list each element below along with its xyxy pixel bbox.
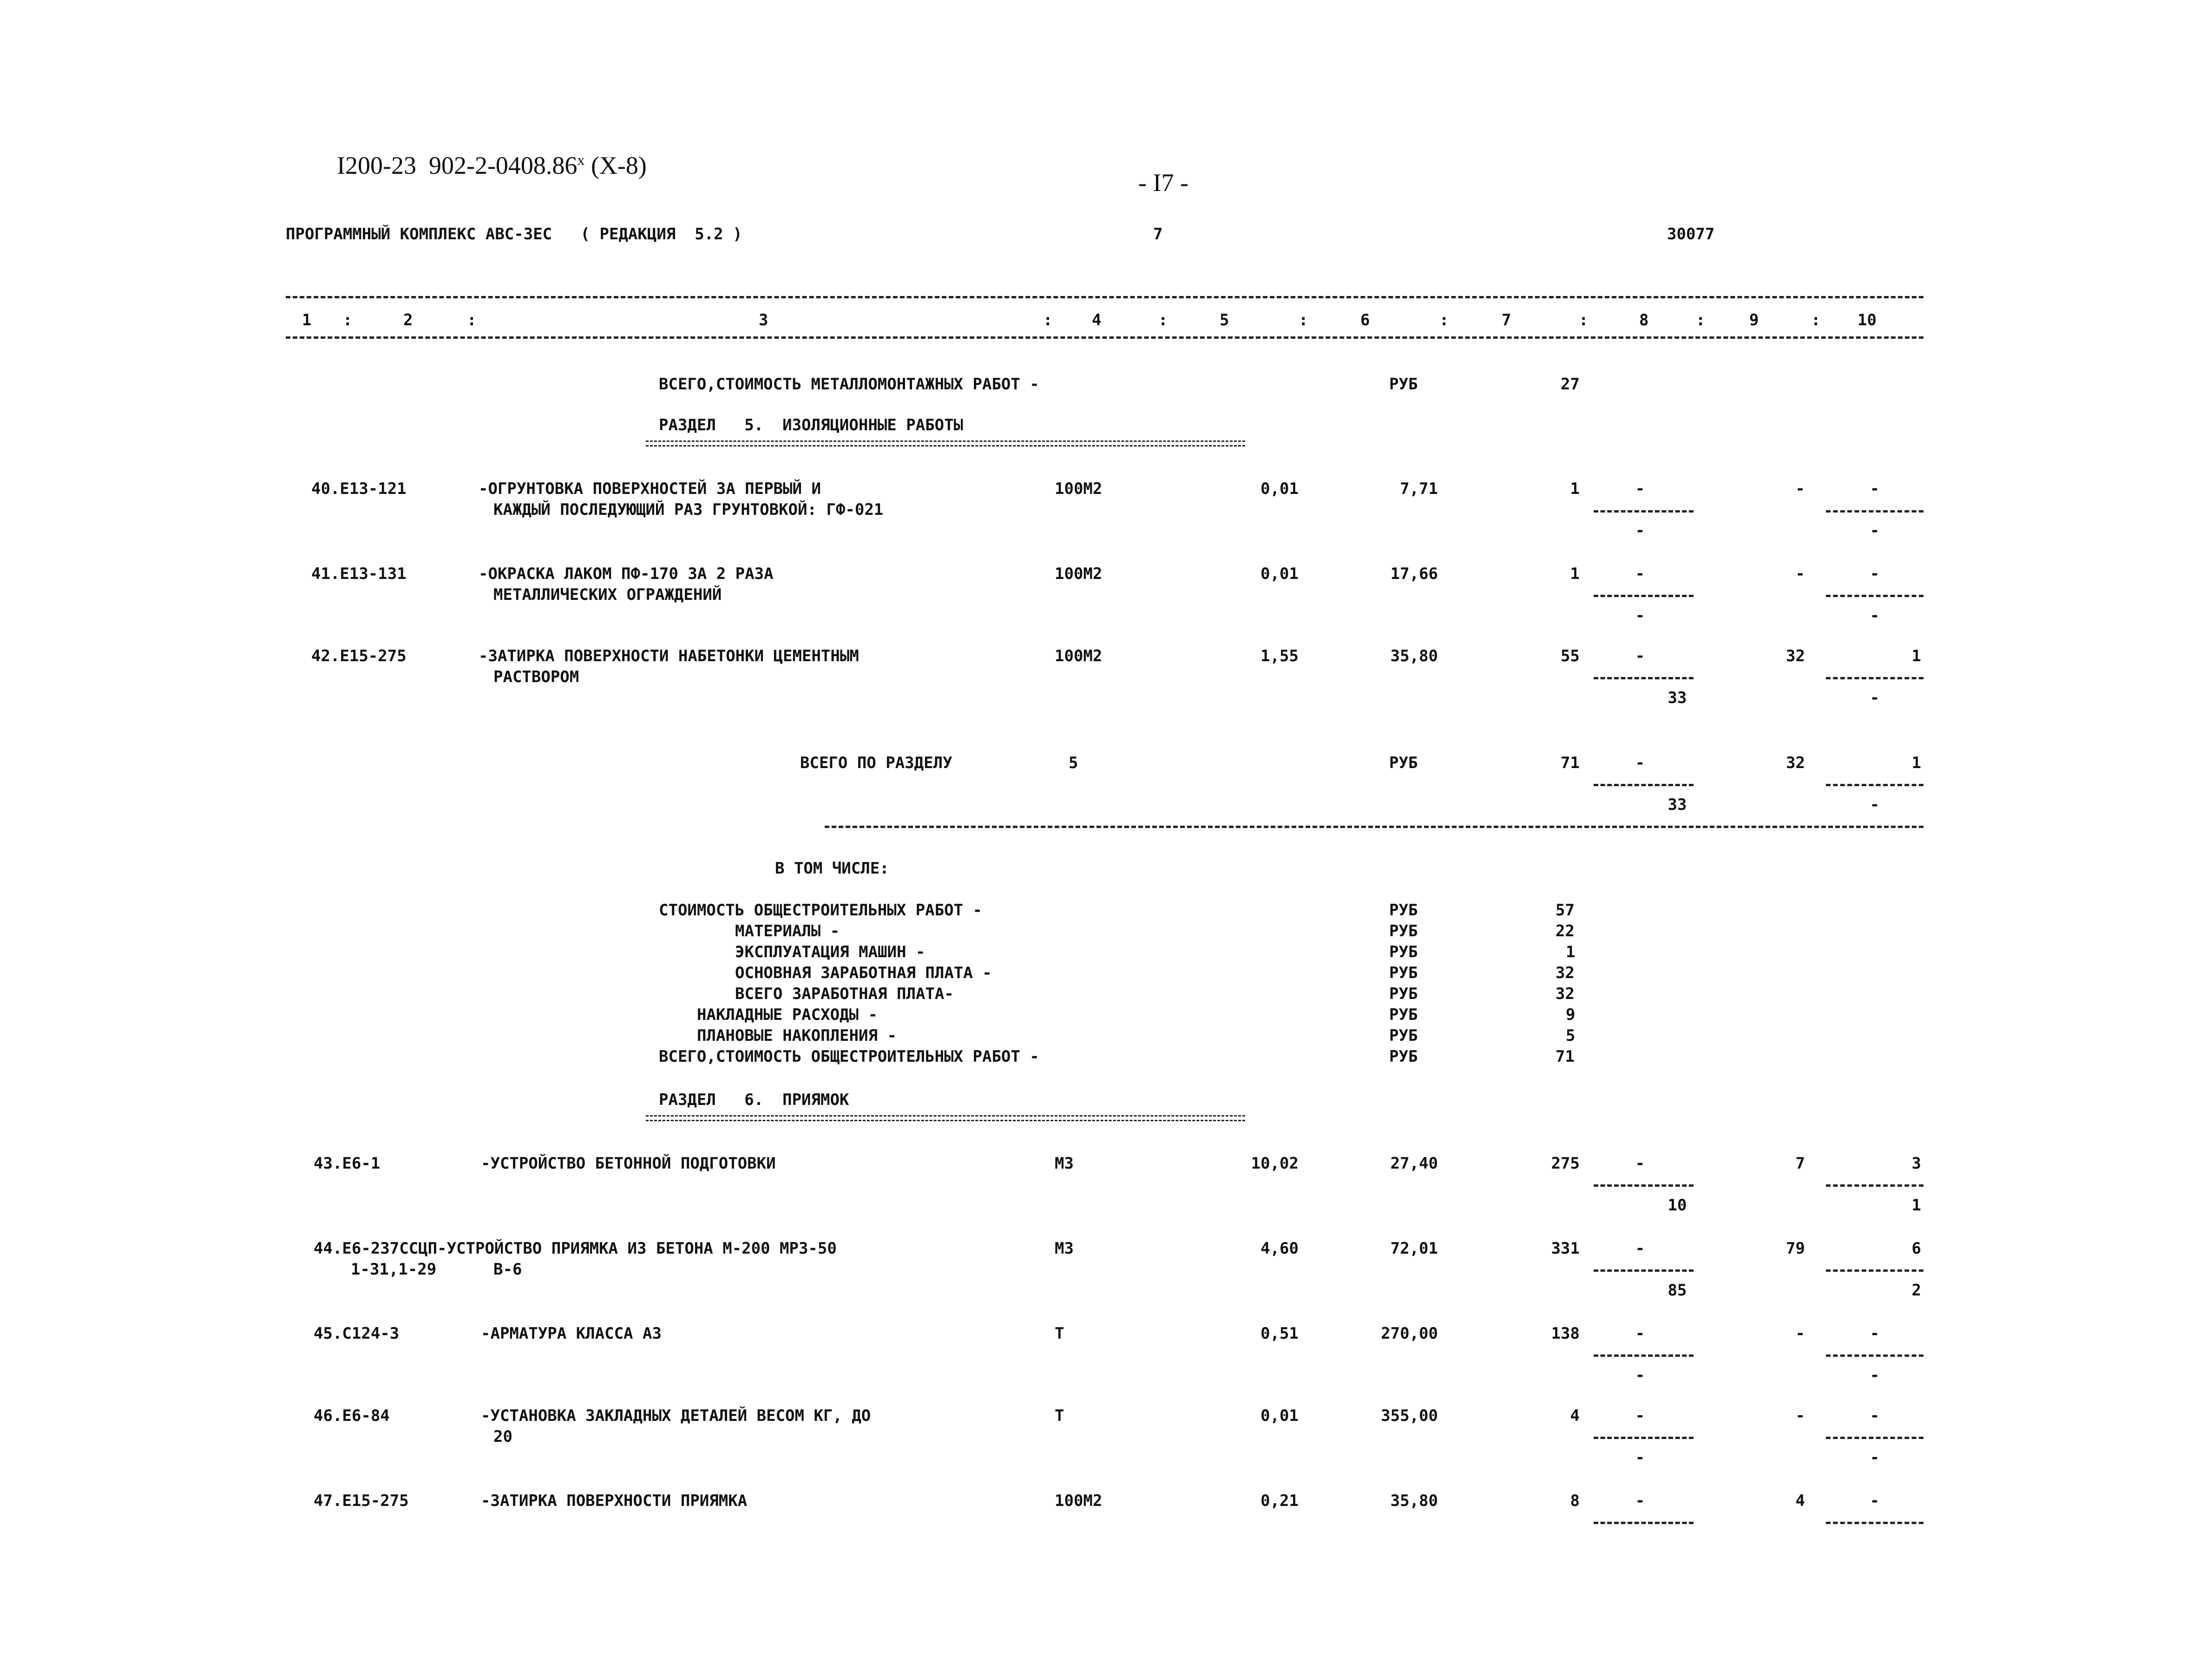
row42-qty: 1,55 [1260,647,1299,665]
incl-label: НАКЛАДНЫЕ РАСХОДЫ - [697,1006,878,1024]
col-2: 2 [403,311,413,329]
row47-code: 47.Е15-275 [314,1492,409,1510]
incl-unit: РУБ [1389,1026,1418,1045]
total-metal-label: ВСЕГО,СТОИМОСТЬ МЕТАЛЛОМОНТАЖНЫХ РАБОТ - [659,375,1039,394]
row45-qty: 0,51 [1260,1324,1299,1343]
col-sep: : [1696,311,1706,329]
row40-c10b: - [1870,521,1880,540]
incl-label: ВСЕГО,СТОИМОСТЬ ОБЩЕСТРОИТЕЛЬНЫХ РАБОТ - [659,1047,1039,1066]
col-sep: : [343,311,353,329]
row40-c10: - [1870,480,1880,498]
section6-title: РАЗДЕЛ 6. ПРИЯМОК [659,1091,849,1109]
row47-c10: - [1870,1492,1880,1510]
row42-code: 42.Е15-275 [311,647,407,665]
row40-unit: 100М2 [1055,480,1103,498]
section5-total-num: 5 [1069,754,1078,772]
row42-unit: 100М2 [1055,647,1103,665]
col-4: 4 [1092,311,1102,329]
row41-code: 41.Е13-131 [311,565,407,583]
row46-c10: - [1870,1407,1880,1425]
row45-desc: -АРМАТУРА КЛАССА А3 [481,1324,662,1343]
page-number: - I7 - [1138,169,1188,197]
row42-c10: 1 [1911,647,1921,665]
row41-c10: - [1870,565,1880,583]
row43-c8b: 10 [1667,1196,1687,1215]
row45-c10: - [1870,1324,1880,1343]
col-10: 10 [1858,311,1877,329]
row43-desc: -УСТРОЙСТВО БЕТОННОЙ ПОДГОТОВКИ [481,1154,776,1173]
row41-c8b: - [1635,606,1645,625]
incl-unit: РУБ [1389,985,1418,1003]
col-7: 7 [1502,311,1511,329]
row41-desc2: МЕТАЛЛИЧЕСКИХ ОГРАЖДЕНИЙ [493,585,722,604]
section5-total-c10b: - [1870,795,1880,814]
section5-total-c9: 32 [1786,754,1805,772]
row40-total: 1 [1570,480,1580,498]
row41-c10b: - [1870,606,1880,625]
section5-title: РАЗДЕЛ 5. ИЗОЛЯЦИОННЫЕ РАБОТЫ [659,416,964,434]
row41-qty: 0,01 [1260,565,1299,583]
col-sep: : [1811,311,1821,329]
col-8: 8 [1639,311,1649,329]
row46-desc: -УСТАНОВКА ЗАКЛАДНЫХ ДЕТАЛЕЙ ВЕСОМ КГ, ДО [481,1407,871,1425]
incl-label: ОСНОВНАЯ ЗАРАБОТНАЯ ПЛАТА - [735,964,992,982]
row46-unit: Т [1055,1407,1064,1425]
incl-unit: РУБ [1389,922,1418,940]
row45-code: 45.С124-3 [314,1324,400,1343]
row46-total: 4 [1570,1407,1580,1425]
row46-c10-rule [1826,1437,1923,1439]
row40-c10-rule [1826,510,1923,513]
col-1: 1 [302,311,312,329]
col-sep: : [1579,311,1588,329]
row46-qty: 0,01 [1260,1407,1299,1425]
row46-c9: - [1795,1407,1805,1425]
incl-unit: РУБ [1389,964,1418,982]
row44-total: 331 [1551,1239,1580,1258]
row45-c8b: - [1635,1366,1645,1385]
col-9: 9 [1749,311,1759,329]
col-6: 6 [1360,311,1370,329]
row45-price: 270,00 [1381,1324,1438,1343]
header-top-rule [286,296,1923,298]
section5-total-c8: - [1635,754,1645,772]
row47-total: 8 [1570,1492,1580,1510]
incl-value: 57 [1556,901,1575,920]
row42-desc2: РАСТВОРОМ [493,668,579,686]
section5-underline [646,440,1245,447]
handwritten-code: I200-23 902-2-0408.86$^x$ (X-8) [337,151,647,179]
row42-c10b: - [1870,689,1880,707]
row40-qty: 0,01 [1260,480,1299,498]
row44-c9: 79 [1786,1239,1805,1258]
incl-label: ВСЕГО ЗАРАБОТНАЯ ПЛАТА- [735,985,954,1003]
section5-total-c8-rule [1594,784,1693,786]
row44-c8b: 85 [1667,1281,1687,1300]
row44-c8: - [1635,1239,1645,1258]
row44-code-desc: 44.Е6-237ССЦП-УСТРОЙСТВО ПРИЯМКА ИЗ БЕТОНА М-200 МРЗ-50 [314,1239,837,1258]
row45-c9: - [1795,1324,1805,1343]
row45-total: 138 [1551,1324,1580,1343]
incl-value: 5 [1566,1026,1575,1045]
row40-c9: - [1795,480,1805,498]
row47-c8: - [1635,1492,1645,1510]
section5-total-value: 71 [1561,754,1580,772]
row46-c8b: - [1635,1448,1645,1467]
row44-c8-rule [1594,1269,1693,1272]
incl-value: 1 [1566,943,1575,961]
row46-price: 355,00 [1381,1407,1438,1425]
row42-c8: - [1635,647,1645,665]
row44-unit: М3 [1055,1239,1074,1258]
incl-value: 9 [1566,1006,1575,1024]
incl-unit: РУБ [1389,1006,1418,1024]
row45-c10-rule [1826,1354,1923,1357]
row40-code: 40.Е13-121 [311,480,407,498]
row42-total: 55 [1561,647,1580,665]
row41-price: 17,66 [1390,565,1438,583]
section5-total-unit: РУБ [1389,754,1418,772]
row43-c9: 7 [1795,1154,1805,1173]
row47-desc: -ЗАТИРКА ПОВЕРХНОСТИ ПРИЯМКА [481,1492,748,1510]
incl-unit: РУБ [1389,901,1418,920]
row41-c10-rule [1826,595,1923,597]
row47-c10-rule [1826,1522,1923,1524]
row46-code: 46.Е6-84 [314,1407,390,1425]
program-line: ПРОГРАММНЫЙ КОМПЛЕКС АВС-ЗЕС ( РЕДАКЦИЯ 5.2 ) [286,225,742,243]
col-5: 5 [1220,311,1229,329]
row41-total: 1 [1570,565,1580,583]
doc-code: 30077 [1667,225,1715,243]
total-metal-value: 27 [1561,375,1580,394]
col-sep: : [467,311,477,329]
incl-label: МАТЕРИАЛЫ - [735,922,840,940]
row46-desc2: 20 [493,1427,512,1446]
row43-c10-rule [1826,1184,1923,1187]
section5-total-rule [825,826,1923,828]
incl-value: 22 [1556,922,1575,940]
row45-c8-rule [1594,1354,1693,1357]
row44-price: 72,01 [1390,1239,1438,1258]
row40-price: 7,71 [1400,480,1438,498]
incl-unit: РУБ [1389,943,1418,961]
row45-unit: Т [1055,1324,1064,1343]
total-metal-unit: РУБ [1389,375,1418,394]
row44-desc2: В-6 [493,1260,522,1279]
row42-c9: 32 [1786,647,1805,665]
row44-qty: 4,60 [1260,1239,1299,1258]
row47-unit: 100М2 [1055,1492,1103,1510]
row43-c8-rule [1594,1184,1693,1187]
row44-code2: 1-31,1-29 [351,1260,437,1279]
row40-c8: - [1635,480,1645,498]
section5-total-c10-rule [1826,784,1923,786]
row40-desc2: КАЖДЫЙ ПОСЛЕДУЮЩИЙ РАЗ ГРУНТОВКОЙ: ГФ-021 [493,500,884,519]
section5-total-label: ВСЕГО ПО РАЗДЕЛУ [800,754,952,772]
col-sep: : [1043,311,1053,329]
row46-c8: - [1635,1407,1645,1425]
row42-c8-rule [1594,677,1693,679]
row47-c8-rule [1594,1522,1693,1524]
row43-c8: - [1635,1154,1645,1173]
col-sep: : [1299,311,1308,329]
including-title: В ТОМ ЧИСЛЕ: [775,859,889,878]
incl-label: ПЛАНОВЫЕ НАКОПЛЕНИЯ - [697,1026,897,1045]
incl-value: 32 [1556,985,1575,1003]
row44-c10b: 2 [1911,1281,1921,1300]
row43-code: 43.Е6-1 [314,1154,381,1173]
row43-total: 275 [1551,1154,1580,1173]
row41-desc: -ОКРАСКА ЛАКОМ ПФ-170 ЗА 2 РАЗА [479,565,774,583]
row47-c9: 4 [1795,1492,1805,1510]
sheet-number: 7 [1153,225,1163,243]
row47-price: 35,80 [1390,1492,1438,1510]
row45-c8: - [1635,1324,1645,1343]
col-sep: : [1439,311,1449,329]
section5-total-c10: 1 [1911,754,1921,772]
col-3: 3 [759,311,768,329]
incl-value: 32 [1556,964,1575,982]
row41-unit: 100М2 [1055,565,1103,583]
incl-label: ЭКСПЛУАТАЦИЯ МАШИН - [735,943,925,961]
section5-total-c8b: 33 [1667,795,1687,814]
row47-qty: 0,21 [1260,1492,1299,1510]
row45-c10b: - [1870,1366,1880,1385]
row43-price: 27,40 [1390,1154,1438,1173]
row44-c10-rule [1826,1269,1923,1272]
row43-c10b: 1 [1911,1196,1921,1215]
row42-desc: -ЗАТИРКА ПОВЕРХНОСТИ НАБЕТОНКИ ЦЕМЕНТНЫМ [479,647,859,665]
header-bottom-rule [286,336,1923,339]
row43-c10: 3 [1911,1154,1921,1173]
row40-desc: -ОГРУНТОВКА ПОВЕРХНОСТЕЙ ЗА ПЕРВЫЙ И [479,480,821,498]
row46-c10b: - [1870,1448,1880,1467]
col-sep: : [1158,311,1168,329]
row42-c10-rule [1826,677,1923,679]
row43-qty: 10,02 [1251,1154,1299,1173]
section6-underline [646,1115,1245,1121]
row42-price: 35,80 [1390,647,1438,665]
incl-unit: РУБ [1389,1047,1418,1066]
row42-c8b: 33 [1667,689,1687,707]
row46-c8-rule [1594,1437,1693,1439]
row40-c8b: - [1635,521,1645,540]
row41-c8: - [1635,565,1645,583]
row41-c8-rule [1594,595,1693,597]
incl-label: СТОИМОСТЬ ОБЩЕСТРОИТЕЛЬНЫХ РАБОТ - [659,901,982,920]
row43-unit: М3 [1055,1154,1074,1173]
incl-value: 71 [1556,1047,1575,1066]
row44-c10: 6 [1911,1239,1921,1258]
row40-c8-rule [1594,510,1693,513]
row41-c9: - [1795,565,1805,583]
